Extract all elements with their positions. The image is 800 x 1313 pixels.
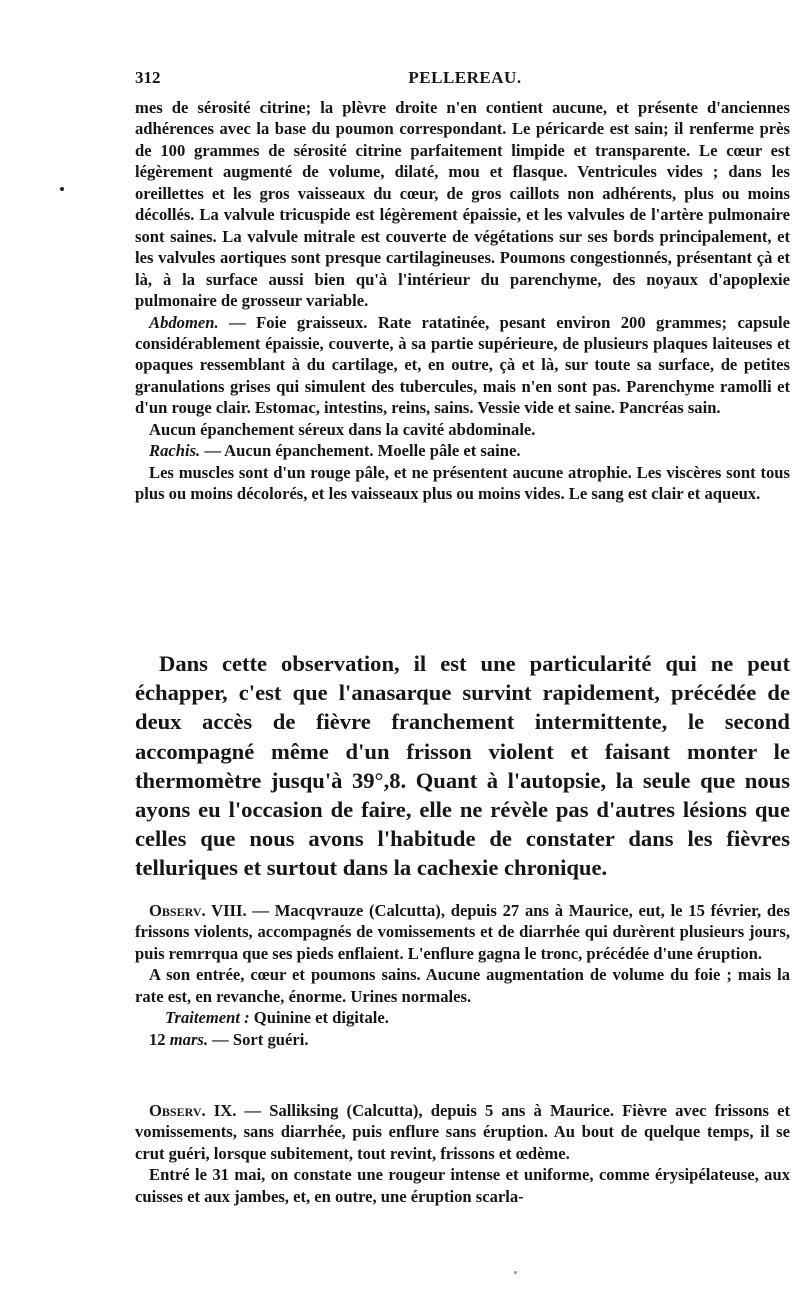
muscles-paragraph: Les muscles sont d'un rouge pâle, et ne présentent aucune atrophie. Les viscères sont tous plus ou moins décolorés, et les vaisseaux plus ou moins vides. Le sang est clair et aqueux. — [135, 462, 790, 504]
margin-speck — [60, 187, 64, 191]
obs8-date-text: — Sort guéri. — [208, 1029, 309, 1049]
obs8-text: — Macqvrauze (Calcutta), depuis 27 ans à Maurice, eut, le 15 février, des frissons violents, accompagnés de vomissements et de diarrhée qui durèrent plusieurs jours, puis remrrqua que ses pieds enflaient. L'enflure gagna le tronc, précédée d'une éruption. — [135, 901, 790, 963]
obs8-paragraph — [135, 900, 790, 964]
obs8-traitement-paragraph — [135, 1007, 790, 1028]
commentary-section — [135, 649, 790, 883]
obs9-paragraph — [135, 1100, 790, 1164]
obs8-traitement-label: Traitement : — [165, 1008, 250, 1028]
page-number: 312 — [135, 68, 161, 87]
rachis-paragraph — [135, 440, 790, 461]
obs9-label: Observ. IX. — [149, 1101, 237, 1120]
obs9-entree-paragraph: Entré le 31 mai, on constate une rougeur intense et uniforme, comme érysipélateuse, aux cuisses et aux jambes, et, en outre, une éruption scarla- — [135, 1165, 790, 1206]
obs8-entree-paragraph: A son entrée, cœur et poumons sains. Aucune augmentation de volume du foie ; mais la rate est, en revanche, énorme. Urines normales. — [135, 965, 790, 1006]
page-header — [135, 68, 795, 92]
running-head: PELLEREAU. — [408, 68, 522, 87]
abdomen-text: — Foie graisseux. Rate ratatinée, pesant environ 200 grammes; capsule considérablement épaissie, couverte, à sa partie supérieure, de plusieurs plaques laiteuses et opaques ressemblant à du cartilage, et, en outre, çà et là, sur toute sa surface, de petites granulations grises qui simulent des tubercules, mais n'en sont pas. Parenchyme ramolli et d'un rouge clair. Estomac, intestins, reins, sains. Vessie vide et saine. Pancréas sain. — [135, 312, 790, 418]
abdomen-label: Abdomen. — [149, 312, 219, 332]
rachis-text: — Aucun épanchement. Moelle pâle et saine. — [200, 441, 521, 461]
obs8-label: Observ. VIII. — [149, 901, 247, 920]
autopsy-section — [135, 97, 790, 505]
rachis-label: Rachis. — [149, 441, 201, 461]
observation-ix — [135, 1100, 790, 1207]
autopsy-thorax-paragraph: mes de sérosité citrine; la plèvre droite n'en contient aucune, et présente d'anciennes adhérences avec la base du poumon correspondant. Le péricarde est sain; il renferme près de 100 grammes de sérosité citrine parfaitement limpide et transparente. Le cœur est légèrement augmenté de volume, dilaté, mou et flasque. Ventricules vides ; dans les oreillettes et les gros vaisseaux du cœur, de gros caillots non adhérents, plus ou moins décollés. La valvule tricuspide est légèrement épaissie, et les valvules de l'artère pulmonaire sont saines. La valvule mitrale est couverte de végétations sur ses bords principalement, et les valvules aortiques sont presque cartilagineuses. Poumons congestionnés, présentant çà et là, à la surface aussi bien qu'à l'intérieur du parenchyme, des noyaux d'apoplexie pulmonaire de grosseur variable. — [135, 98, 790, 311]
observation-viii — [135, 900, 790, 1050]
commentary-paragraph: Dans cette observation, il est une particularité qui ne peut échapper, c'est que l'anasarque survint rapidement, précédée de deux accès de fièvre franchement intermittente, le second accompagné même d'un frisson violent et faisant monter le thermomètre jusqu'à 39°,8. Quant à l'autopsie, la seule que nous ayons eu l'occasion de faire, elle ne révèle pas d'autres lésions que celles que nous avons l'habitude de constater dans les fièvres telluriques et surtout dans la cachexie chronique. — [135, 651, 790, 881]
abdomen-paragraph — [135, 312, 790, 419]
obs8-traitement-text: Quinine et digitale. — [249, 1008, 389, 1028]
obs8-date-paragraph — [135, 1029, 790, 1050]
obs9-text: — Salliksing (Calcutta), depuis 5 ans à Maurice. Fièvre avec frissons et vomissements, sans diarrhée, puis enflure sans éruption. Au bout de quelque temps, il se crut guéri, lorsque subitement, tout revint, frissons et œdème. — [135, 1101, 790, 1163]
epanchement-paragraph: Aucun épanchement séreux dans la cavité abdominale. — [149, 419, 536, 439]
bottom-speck — [514, 1271, 517, 1274]
obs8-date-month: mars. — [165, 1029, 209, 1049]
obs8-date-num: 12 — [149, 1029, 166, 1049]
